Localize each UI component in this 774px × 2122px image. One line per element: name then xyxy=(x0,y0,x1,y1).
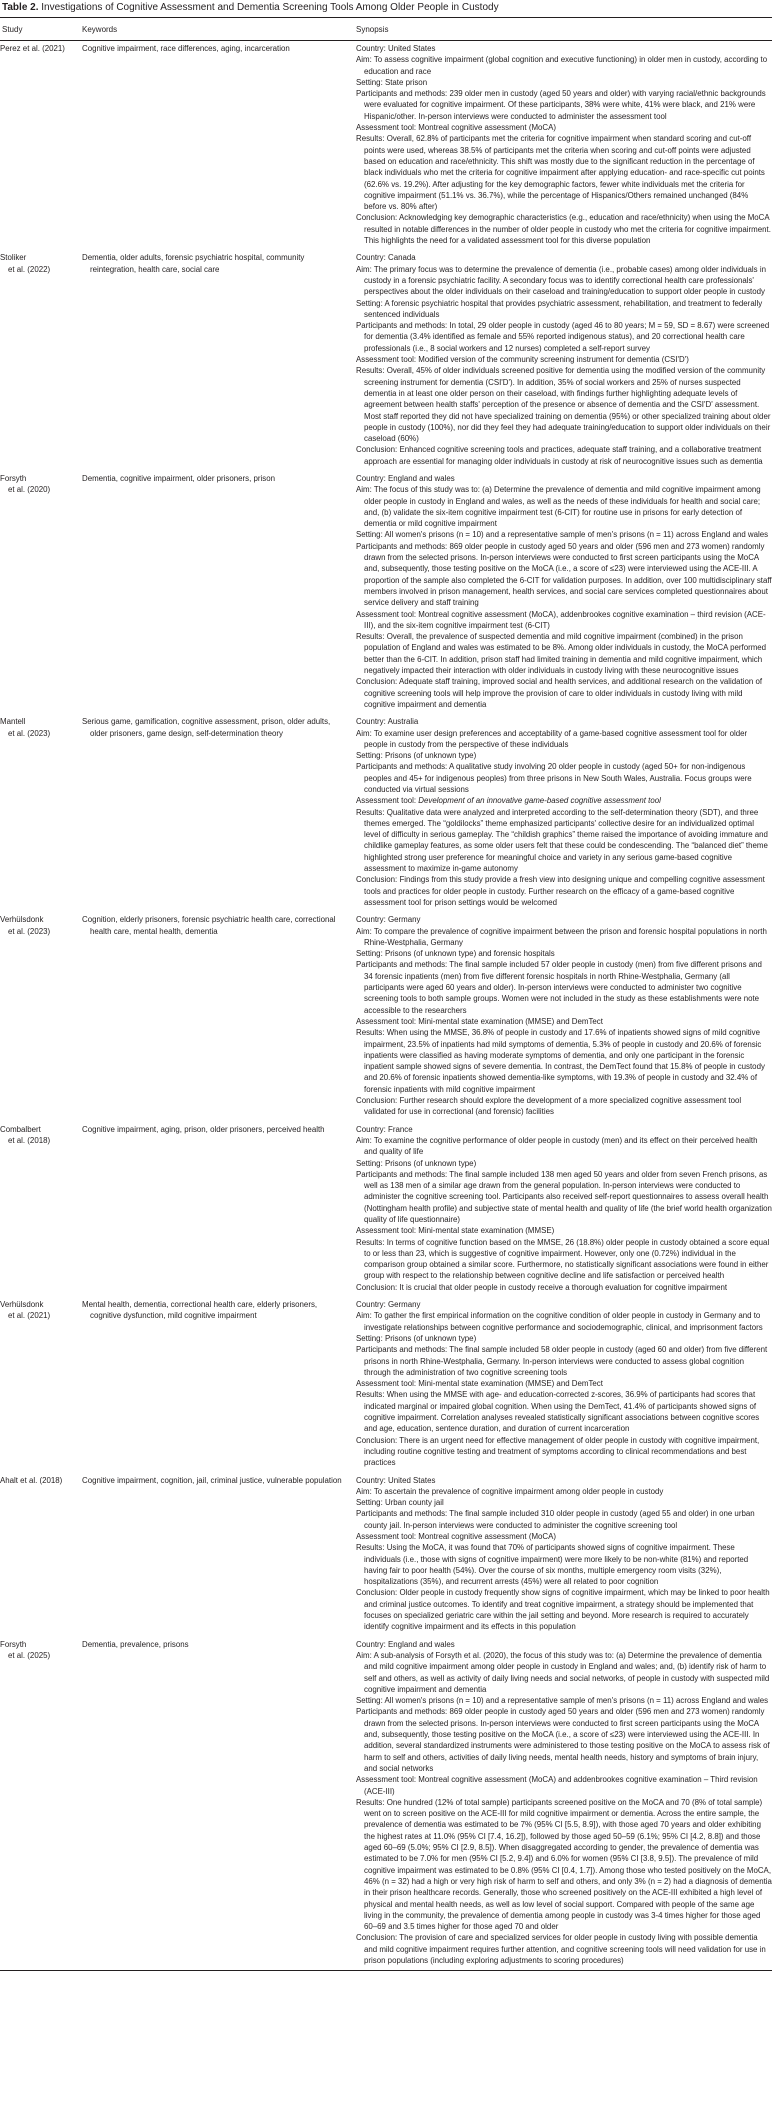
synopsis-label: Aim: xyxy=(356,926,372,936)
synopsis-text: Adequate staff training, improved social and health services, and additional research on the validation of cognitive screening tools will help improve the provision of care to older individuals in custody living with mild cognitive impairment and dementia xyxy=(364,677,763,709)
keywords-cell: Serious game, gamification, cognitive assessment, prison, older adults, older prisoners, game design, self-determination theory xyxy=(82,717,331,738)
synopsis-label: Setting: xyxy=(356,1498,383,1508)
synopsis-text: To gather the first empirical information on the cognitive condition of older people in custody in Germany and to investigate relationships between cognitive performance and sociodemographic, clinical, and imprisonment factors xyxy=(364,1311,763,1332)
synopsis-text: In terms of cognitive function based on the MMSE, 26 (18.8%) older people in custody obtained a score equal to or less than 23, which is suggestive of cognitive impairment. However, only one (0.72%) individual in the comparison group obtained a similar score. Furthermore, no statistically significant associations were found in either group with respect to the relationship between cognitive decline and life satisfaction or perceived health xyxy=(364,1237,770,1281)
synopsis-label: Results: xyxy=(356,1237,385,1247)
synopsis-label: Country: xyxy=(356,1300,386,1310)
synopsis-item xyxy=(356,1344,772,1378)
synopsis-text: Montreal cognitive assessment (MoCA) and addenbrookes cognitive examination – Third revision (ACE-III) xyxy=(364,1775,758,1796)
keywords-cell: Cognition, elderly prisoners, forensic psychiatric health care, correctional health care, mental health, dementia xyxy=(82,915,336,936)
synopsis-cell xyxy=(356,716,772,908)
synopsis-label: Participants and methods: xyxy=(356,1509,448,1519)
study-cell: Perez et al. (2021) xyxy=(0,44,65,53)
table-caption xyxy=(2,1,499,14)
synopsis-item xyxy=(356,354,772,365)
synopsis-text: England and wales xyxy=(388,1639,455,1649)
synopsis-text: A sub-analysis of Forsyth et al. (2020), the focus of this study was to: (a) Determine the prevalence of dementia and mild cognitive impairment among older people in custody in England and wales; and, (b) identify risk of harm to self and others, as well as activity of daily living needs and social networks, of people in custody with suspected mild cognitive impairment and dementia xyxy=(364,1650,770,1694)
synopsis-item xyxy=(356,1639,772,1650)
study-cell: Combalbert et al. (2018) xyxy=(0,1124,51,1145)
synopsis-item xyxy=(356,54,772,77)
synopsis-text: Prisons (of unknown type) xyxy=(384,1158,477,1168)
synopsis-label: Conclusion: xyxy=(356,1435,398,1445)
synopsis-label: Results: xyxy=(356,1543,385,1553)
study-cell: Mantell et al. (2023) xyxy=(0,717,51,738)
synopsis-text: Acknowledging key demographic characteristics (e.g., education and race/ethnicity) when using the MoCA resulted in notable differences in the number of older people in custody who met the criteria for cognitive impairment. This highlights the need for a validated assessment tool for this diverse population xyxy=(364,213,771,246)
studies-table xyxy=(0,17,772,1971)
synopsis-item xyxy=(356,88,772,122)
synopsis-cell xyxy=(356,252,772,467)
synopsis-item xyxy=(356,1542,772,1587)
synopsis-label: Conclusion: xyxy=(356,445,398,455)
synopsis-text: Montreal cognitive assessment (MoCA), addenbrookes cognitive examination – third revision (ACE-III), and the six-item cognitive impairment test (6-CIT) xyxy=(364,609,766,630)
synopsis-cell xyxy=(356,43,772,246)
synopsis-text: Overall, 62.8% of participants met the criteria for cognitive impairment when standard scoring and cut-off points were used, whereas 38.5% of participants met the criteria when scoring and cut-off points were adjusted based on education and race/ethnicity. This shift was mostly due to the significant reduction in the percentage of black individuals who met the criteria for cognitive impairment after applying education- and race-specific cut points (62.6% vs. 19.2%). After adjusting for the key demographic factors, fewer white individuals met the criteria for cognitive impairment (51.1% vs. 36.7%), while the percentage of Hispanics/Others remained unchanged (84% before vs. 80% after) xyxy=(364,134,765,212)
table-row xyxy=(0,714,772,912)
synopsis-item xyxy=(356,122,772,133)
synopsis-label: Aim: xyxy=(356,485,372,495)
synopsis-item xyxy=(356,959,772,1015)
synopsis-text: A forensic psychiatric hospital that provides psychiatric assessment, rehabilitation, and treatment to federally sentenced individuals xyxy=(364,298,763,319)
synopsis-item xyxy=(356,444,772,467)
synopsis-label: Assessment tool: xyxy=(356,609,417,619)
synopsis-item xyxy=(356,484,772,529)
synopsis-item xyxy=(356,750,772,761)
synopsis-cell xyxy=(356,914,772,1117)
synopsis-item xyxy=(356,1706,772,1774)
synopsis-text: France xyxy=(388,1124,413,1134)
table-label: Table 2. xyxy=(2,2,39,13)
synopsis-text: England and wales xyxy=(388,473,455,483)
synopsis-label: Participants and methods: xyxy=(356,762,448,772)
synopsis-text: The final sample included 58 older people in custody (aged 60 and older) from five different prisons in north Rhine-Westphalia, Germany. In-person interviews were conducted to assess global cognition through the administration of two cognitive screening tools xyxy=(364,1345,768,1377)
synopsis-label: Setting: xyxy=(356,1696,383,1706)
synopsis-item xyxy=(356,609,772,632)
study-cell: Verhülsdonk et al. (2023) xyxy=(0,915,51,936)
synopsis-item xyxy=(356,1299,772,1310)
synopsis-label: Setting: xyxy=(356,77,383,87)
synopsis-label: Conclusion: xyxy=(356,875,398,885)
study-cell: Forsyth et al. (2020) xyxy=(0,473,51,495)
synopsis-label: Setting: xyxy=(356,1158,383,1168)
synopsis-item xyxy=(356,264,772,298)
synopsis-item xyxy=(356,43,772,54)
synopsis-text: Mini-mental state examination (MMSE) and DemTect xyxy=(418,1016,603,1026)
keywords-cell: Mental health, dementia, correctional health care, elderly prisoners, cognitive dysfunction, mild cognitive impairment xyxy=(82,1300,318,1321)
keywords-cell: Cognitive impairment, race differences, aging, incarceration xyxy=(82,44,290,53)
synopsis-label: Results: xyxy=(356,1028,385,1038)
synopsis-item xyxy=(356,948,772,959)
synopsis-item xyxy=(356,676,772,710)
synopsis-text: Enhanced cognitive screening tools and practices, adequate staff training, and a collaborative treatment approach are essential for managing older individuals in custody at risk of neurocognitive issues such as dementia xyxy=(364,445,763,466)
synopsis-label: Conclusion: xyxy=(356,677,398,687)
synopsis-label: Country: xyxy=(356,253,386,263)
synopsis-item xyxy=(356,926,772,949)
synopsis-label: Conclusion: xyxy=(356,1282,398,1292)
synopsis-text: Further research should explore the development of a more specialized cognitive assessment tool validated for use in correctional (and forensic) facilities xyxy=(364,1096,742,1117)
synopsis-item xyxy=(356,1027,772,1095)
synopsis-text: The final sample included 138 men aged 50 years and older from seven French prisons, as well as 138 men of a similar age drawn from the general population. In-person interviews were conducted to administer the cognitive screening tool. Participants also received self-report questionnaires to assess overall health (Nottingham health profile) and subjective state of mental health and quality of life (the brief world health organization quality of life questionnaire) xyxy=(364,1169,772,1224)
synopsis-label: Assessment tool: xyxy=(356,1226,417,1236)
synopsis-label: Assessment tool: xyxy=(356,1775,417,1785)
synopsis-text: To assess cognitive impairment (global cognition and executive functioning) in older men in custody, according to education and race xyxy=(364,55,768,76)
synopsis-item xyxy=(356,874,772,908)
synopsis-label: Participants and methods: xyxy=(356,960,448,970)
table-row xyxy=(0,1297,772,1472)
synopsis-text: Mini-mental state examination (MMSE) and DemTect xyxy=(418,1379,603,1389)
synopsis-label: Aim: xyxy=(356,1135,372,1145)
synopsis-text: Australia xyxy=(387,717,419,727)
synopsis-item xyxy=(356,1282,772,1293)
synopsis-label: Participants and methods: xyxy=(356,541,448,551)
synopsis-label: Participants and methods: xyxy=(356,89,448,99)
table-row xyxy=(0,41,772,250)
synopsis-item xyxy=(356,252,772,263)
synopsis-label: Results: xyxy=(356,1797,385,1807)
synopsis-item xyxy=(356,1486,772,1497)
synopsis-item xyxy=(356,1225,772,1236)
synopsis-text: Montreal cognitive assessment (MoCA) xyxy=(418,123,556,133)
synopsis-label: Country: xyxy=(356,717,386,727)
synopsis-text: Modified version of the community screening instrument for dementia (CSI'D') xyxy=(418,355,689,365)
synopsis-label: Assessment tool: xyxy=(356,1016,417,1026)
synopsis-cell xyxy=(356,1299,772,1468)
table-title: Investigations of Cognitive Assessment and Dementia Screening Tools Among Older People in Custody xyxy=(41,2,499,13)
study-cell: Verhülsdonk et al. (2021) xyxy=(0,1300,51,1321)
synopsis-text: In total, 29 older people in custody (aged 46 to 80 years; M = 59, SD = 8.67) were screened for dementia (3.4% identified as female and 55% reported indigenous status), and 20 correctional health care professionals (i.e., 8 social workers and 12 nurses) completed a self-report survey xyxy=(364,321,770,353)
synopsis-text: To ascertain the prevalence of cognitive impairment among older people in custody xyxy=(373,1486,664,1496)
header-keywords: Keywords xyxy=(82,24,118,34)
synopsis-item xyxy=(356,1587,772,1632)
synopsis-item xyxy=(356,1695,772,1706)
synopsis-text: Urban county jail xyxy=(384,1498,444,1508)
synopsis-label: Setting: xyxy=(356,298,383,308)
synopsis-label: Results: xyxy=(356,134,385,144)
synopsis-text: Prisons (of unknown type) and forensic hospitals xyxy=(384,949,555,959)
keywords-cell: Dementia, cognitive impairment, older prisoners, prison xyxy=(82,473,275,483)
synopsis-label: Assessment tool: xyxy=(356,1532,417,1541)
synopsis-text: Prisons (of unknown type) xyxy=(384,751,477,761)
table-row xyxy=(0,912,772,1121)
synopsis-item xyxy=(356,1135,772,1158)
synopsis-item xyxy=(356,320,772,354)
synopsis-label: Aim: xyxy=(356,264,372,274)
synopsis-item xyxy=(356,1932,772,1966)
synopsis-cell xyxy=(356,1639,772,1967)
synopsis-label: Conclusion: xyxy=(356,1588,398,1598)
synopsis-text: When using the MMSE with age- and education-corrected z-scores, 36.9% of participants had scores that indicated marginal or impaired global cognition. When using the DemTect, 41.4% of participants showed signs of cognitive impairment. Correlation analyses revealed statistically significant associations between cognitive scores and age, education, sentence duration, and duration of current incarceration xyxy=(364,1390,760,1434)
synopsis-label: Participants and methods: xyxy=(356,1707,448,1717)
synopsis-item xyxy=(356,1095,772,1118)
synopsis-item xyxy=(356,1475,772,1486)
synopsis-text: The focus of this study was to: (a) Determine the prevalence of dementia and mild cognitive impairment among older people in custody in England and wales, as well as the needs of these individuals for health and social care; and, (b) validate the six-item cognitive impairment test (6-CIT) for routine use in prisons for early detection of dementia or mild cognitive impairment xyxy=(364,485,761,529)
synopsis-label: Results: xyxy=(356,632,385,642)
synopsis-label: Participants and methods: xyxy=(356,1345,448,1355)
synopsis-item xyxy=(356,1310,772,1333)
keywords-cell: Dementia, older adults, forensic psychiatric hospital, community reintegration, health care, social care xyxy=(82,253,305,274)
synopsis-text: One hundred (12% of total sample) participants screened positive on the MoCA and 70 (8% of total sample) went on to screen positive on the ACE-III for mild cognitive impairment or dementia. Across the entire sample, the prevalence of dementia was estimated to be 7% (95% CI [5.5, 8.9]), with those aged 70 years and older exhibiting the highest rates at 11.0% (95% CI [7.4, 16.2]), followed by those aged 50–59 (6.1%; 95% CI [4.2, 8.8]) and those aged 60–69 (5.0%; 95% CI [2.9, 8.5]). When disaggregated according to gender, the prevalence of dementia was estimated to be 7.0% for men (95% CI [5.2, 9.4]) and 6.0% for women (95% CI [3.8, 9.5]). The prevalence of mild cognitive impairment was estimated to be 0.8% (95% CI [0.4, 1.7]). Among those who tested positively on the MoCA, 46% (n = 32) had a high or very high risk of harm to self and others, and only 3% (n = 2) had a diagnosis of dementia in their prison healthcare records. Generally, those who screened positively on the ACE-III exhibited a high level of physical and mental health needs, as well as low level of social support. Compared with people of the same age living in the community, the prevalence of dementia among people in custody was 3-4 times higher for those aged 60–69 and 3.5 times higher for those aged 70 and older xyxy=(364,1797,772,1932)
synopsis-label: Assessment tool: xyxy=(356,355,417,365)
synopsis-cell xyxy=(356,1124,772,1293)
synopsis-text: All women's prisons (n = 10) and a representative sample of men's prisons (n = 11) across England and wales xyxy=(384,1696,769,1706)
synopsis-text: Prisons (of unknown type) xyxy=(384,1333,477,1343)
header-synopsis: Synopsis xyxy=(356,24,389,34)
table-row xyxy=(0,1637,772,1971)
synopsis-label: Aim: xyxy=(356,1486,372,1496)
synopsis-text: The final sample included 310 older people in custody (aged 55 and older) in one urban county jail. In-person interviews were conducted to administer the cognitive screening tool xyxy=(364,1509,755,1530)
study-cell: Ahalt et al. (2018) xyxy=(0,1475,63,1485)
synopsis-label: Results: xyxy=(356,1390,385,1400)
synopsis-text: 239 older men in custody (aged 50 years and older) with varying racial/ethnic backgrounds were evaluated for cognitive impairment. Of these participants, 38% were white, 41% were black, and 21% were Hispanic/other. In-person interviews were conducted to administer the assessment tool xyxy=(364,89,766,121)
synopsis-label: Setting: xyxy=(356,1333,383,1343)
synopsis-item xyxy=(356,1169,772,1225)
synopsis-text: When using the MMSE, 36.8% of people in custody and 17.6% of inpatients showed signs of mild cognitive impairment, 23.5% of inpatients had mild symptoms of dementia, 5.3% of people in custody and 20.6% of forensic inpatients were classified as having moderate symptoms of dementia, and only one participant in the forensic inpatient sample showed signs of severe dementia. In contrast, the DemTect found that 15.8% of people in custody and 20.6% of forensic inpatients showed dementia-like symptoms, with 19.3% of people in custody and 32.4% of forensic inpatients with mild cognitive impairment xyxy=(364,1028,765,1094)
synopsis-item xyxy=(356,1797,772,1933)
synopsis-item xyxy=(356,1650,772,1695)
synopsis-label: Setting: xyxy=(356,751,383,761)
synopsis-text: All women's prisons (n = 10) and a representative sample of men's prisons (n = 11) across England and wales xyxy=(384,530,769,540)
table-row xyxy=(0,1122,772,1297)
synopsis-text: Montreal cognitive assessment (MoCA) xyxy=(418,1532,556,1541)
synopsis-item xyxy=(356,1389,772,1434)
synopsis-item xyxy=(356,1016,772,1027)
synopsis-item xyxy=(356,541,772,609)
synopsis-text: State prison xyxy=(384,77,428,87)
header-study: Study xyxy=(2,24,23,34)
synopsis-label: Country: xyxy=(356,473,386,483)
synopsis-text: Overall, 45% of older individuals screened positive for dementia using the modified version of the community screening instrument for dementia (CSI'D'). In addition, 35% of social workers and 25% of nurses suspected dementia in at least one older person on their caseload, with findings further highlighting adequate levels of agreement between health staffs' perception of the presence or absence of dementia and the CSI'D' assessment. Most staff reported they did not have specialized training on dementia (95%) or other specialized training about older people in custody (100%), nor did they feel they had adequate training/education to support older individuals on their caseload (60%) xyxy=(364,366,771,444)
synopsis-text: Mini-mental state examination (MMSE) xyxy=(418,1226,555,1236)
synopsis-text: The final sample included 57 older people in custody (men) from five different prisons and 34 forensic inpatients (men) from five different forensic hospitals in north Rhine-Westphalia, Germany (all participants were aged 60 years and older). In-person interviews were conducted to administer two cognitive screening tools to both sample groups. Women were not included in the study as these establishments were note accessible to the researchers xyxy=(364,960,762,1015)
synopsis-text: It is crucial that older people in custody receive a thorough evaluation for cognitive impairment xyxy=(399,1282,728,1292)
synopsis-text: Germany xyxy=(388,915,421,925)
synopsis-item xyxy=(356,1497,772,1508)
synopsis-item xyxy=(356,807,772,875)
synopsis-text: United States xyxy=(388,44,436,53)
study-cell: Forsyth et al. (2025) xyxy=(0,1639,51,1660)
synopsis-text: The provision of care and specialized services for older people in custody living with possible dementia and mild cognitive impairment requires further attention, and cognitive screening tools will need validation for use in prison populations (including exploring adjustments to scoring procedures) xyxy=(364,1933,766,1965)
synopsis-item xyxy=(356,529,772,540)
table-row xyxy=(0,1473,772,1637)
synopsis-cell xyxy=(356,473,772,710)
synopsis-label: Conclusion: xyxy=(356,1933,398,1943)
table-body xyxy=(0,41,772,1970)
synopsis-item xyxy=(356,1508,772,1531)
table-header xyxy=(0,18,772,41)
synopsis-text: 869 older people in custody aged 50 years and older (596 men and 273 women) randomly drawn from the selected prisons. In-person interviews were conducted to first screen participants using the MoCA and, subsequently, those testing positive on the MoCA (i.e., a score of ≤23) were interviewed using the ACE-III. In addition, several standardized instruments were administered to those testing positive on the MoCA to assess risk of harm to self and others, activities of daily living needs, mental health needs, history and symptoms of brain injury, and social networks xyxy=(364,1707,770,1773)
synopsis-text: Germany xyxy=(388,1300,421,1310)
synopsis-item xyxy=(356,212,772,246)
synopsis-label: Participants and methods: xyxy=(356,1169,448,1179)
synopsis-item xyxy=(356,1435,772,1469)
synopsis-label: Country: xyxy=(356,44,386,53)
synopsis-item xyxy=(356,1774,772,1797)
synopsis-label: Aim: xyxy=(356,728,372,738)
synopsis-item xyxy=(356,473,772,484)
table-row xyxy=(0,471,772,714)
synopsis-item xyxy=(356,133,772,212)
synopsis-item xyxy=(356,631,772,676)
synopsis-text: The primary focus was to determine the prevalence of dementia (i.e., probable cases) among older individuals in custody in a forensic psychiatric facility. A secondary focus was to identify correctional health care professionals' perspectives about the older individuals on their caseload and training/education to support older people in custody xyxy=(364,264,766,297)
study-cell: Stoliker et al. (2022) xyxy=(0,253,51,274)
synopsis-item xyxy=(356,716,772,727)
synopsis-text: To examine the cognitive performance of older people in custody (men) and its effect on their perceived health and quality of life xyxy=(364,1135,758,1157)
synopsis-text: Overall, the prevalence of suspected dementia and mild cognitive impairment (combined) in the prison population of England and wales was estimated to be 8%. Among older individuals in custody, the MoCA performed better than the 6-CIT. In addition, prison staff had limited training in dementia and mild cognitive impairment, which negatively impacted their interaction with older individuals in custody living with these neurocognitive issues xyxy=(364,632,767,676)
synopsis-label: Country: xyxy=(356,1475,386,1485)
synopsis-item xyxy=(356,761,772,795)
synopsis-label: Results: xyxy=(356,366,385,376)
synopsis-text: Development of an innovative game-based cognitive assessment tool xyxy=(418,796,661,806)
synopsis-label: Assessment tool: xyxy=(356,796,417,806)
synopsis-text: A qualitative study involving 20 older people in custody (aged 50+ for non-indigenous peoples and 45+ for indigenous peoples) from three prisons in New South Wales, Australia. Focus groups were conducted via virtual sessions xyxy=(364,762,752,794)
synopsis-label: Conclusion: xyxy=(356,1096,398,1106)
synopsis-text: To examine user design preferences and acceptability of a game-based cognitive assessment tool for older people in custody from the perspective of these individuals xyxy=(364,728,748,749)
keywords-cell: Cognitive impairment, cognition, jail, criminal justice, vulnerable population xyxy=(82,1475,342,1485)
synopsis-label: Setting: xyxy=(356,530,383,540)
synopsis-label: Aim: xyxy=(356,1311,372,1321)
table-row xyxy=(0,250,772,471)
synopsis-label: Participants and methods: xyxy=(356,321,448,331)
synopsis-item xyxy=(356,298,772,321)
synopsis-item xyxy=(356,1333,772,1344)
synopsis-text: To compare the prevalence of cognitive impairment between the prison and forensic hospital populations in north Rhine-Westphalia, Germany xyxy=(364,926,767,947)
synopsis-item xyxy=(356,1531,772,1542)
keywords-cell: Cognitive impairment, aging, prison, older prisoners, perceived health xyxy=(82,1124,325,1134)
synopsis-label: Assessment tool: xyxy=(356,123,417,133)
synopsis-text: United States xyxy=(388,1475,436,1485)
synopsis-label: Results: xyxy=(356,807,385,817)
synopsis-item xyxy=(356,77,772,88)
synopsis-label: Setting: xyxy=(356,949,383,959)
synopsis-item xyxy=(356,1237,772,1282)
synopsis-item xyxy=(356,795,772,806)
synopsis-text: Using the MoCA, it was found that 70% of participants showed signs of cognitive impairment. These individuals (i.e., those with signs of cognitive impairment) were more likely to be non-white (81%) and reported having fair to poor health (54%). Over the course of six months, multiple emergency room visits (32%), hospitalizations (35%), and recurrent arrests (45%) were all related to poor cognition xyxy=(364,1543,749,1587)
synopsis-cell xyxy=(356,1475,772,1633)
synopsis-label: Aim: xyxy=(356,55,372,65)
synopsis-item xyxy=(356,365,772,444)
synopsis-label: Country: xyxy=(356,1639,386,1649)
synopsis-text: Qualitative data were analyzed and interpreted according to the self-determination theory (SDT), and three themes emerged. The “goldilocks” theme emphasized participants' collective desire for an individualized optimal level of difficulty in serious gameplay. The “childish graphics” theme raised the importance of avoiding immature and childlike gameplay features, as some older users felt that these could be condescending. The “balanced diet” theme highlighted strong user preference for meaningful choice and variety in any serious game-based cognitive assessment to maximize in-game autonomy xyxy=(364,807,768,874)
synopsis-item xyxy=(356,1378,772,1389)
synopsis-label: Assessment tool: xyxy=(356,1379,417,1389)
synopsis-label: Conclusion: xyxy=(356,213,398,223)
synopsis-label: Country: xyxy=(356,1124,386,1134)
synopsis-text: Older people in custody frequently show signs of cognitive impairment, which may be linked to poor health and criminal justice outcomes. To identify and treat cognitive impairment, a strategy should be implemented that focuses on specialized geriatric care within the jail setting and beyond. More research is required to accurately identify cognitive impairment and its effects in this population xyxy=(364,1588,770,1632)
synopsis-item xyxy=(356,728,772,751)
synopsis-item xyxy=(356,1124,772,1135)
synopsis-text: Findings from this study provide a fresh view into designing unique and compelling cognitive assessment tools and practices for older people in custody. Further research on the efficacy of a game-based cognitive assessment tool for prison settings would be welcomed xyxy=(364,875,765,907)
synopsis-item xyxy=(356,1158,772,1169)
synopsis-label: Aim: xyxy=(356,1650,372,1660)
synopsis-item xyxy=(356,914,772,925)
synopsis-label: Country: xyxy=(356,915,386,925)
synopsis-text: 869 older people in custody aged 50 years and older (596 men and 273 women) randomly drawn from the selected prisons. In-person interviews were conducted to first screen participants using the MoCA and, subsequently, those testing positive on the MoCA (i.e., a score of ≤23) were interviewed using the ACE-III. A proportion of the sample also completed the 6-CIT for validation purposes. In addition, over 100 multidisciplinary staff members involved in prison management, health services, and social care services completed questionnaires about service delivery and staff training xyxy=(364,541,772,608)
keywords-cell: Dementia, prevalence, prisons xyxy=(82,1639,189,1649)
synopsis-text: There is an urgent need for effective management of older people in custody with cognitive impairment, including routine cognitive testing and treatment of symptoms according to clinical recommendations and best practices xyxy=(364,1435,760,1468)
synopsis-text: Canada xyxy=(388,253,416,263)
